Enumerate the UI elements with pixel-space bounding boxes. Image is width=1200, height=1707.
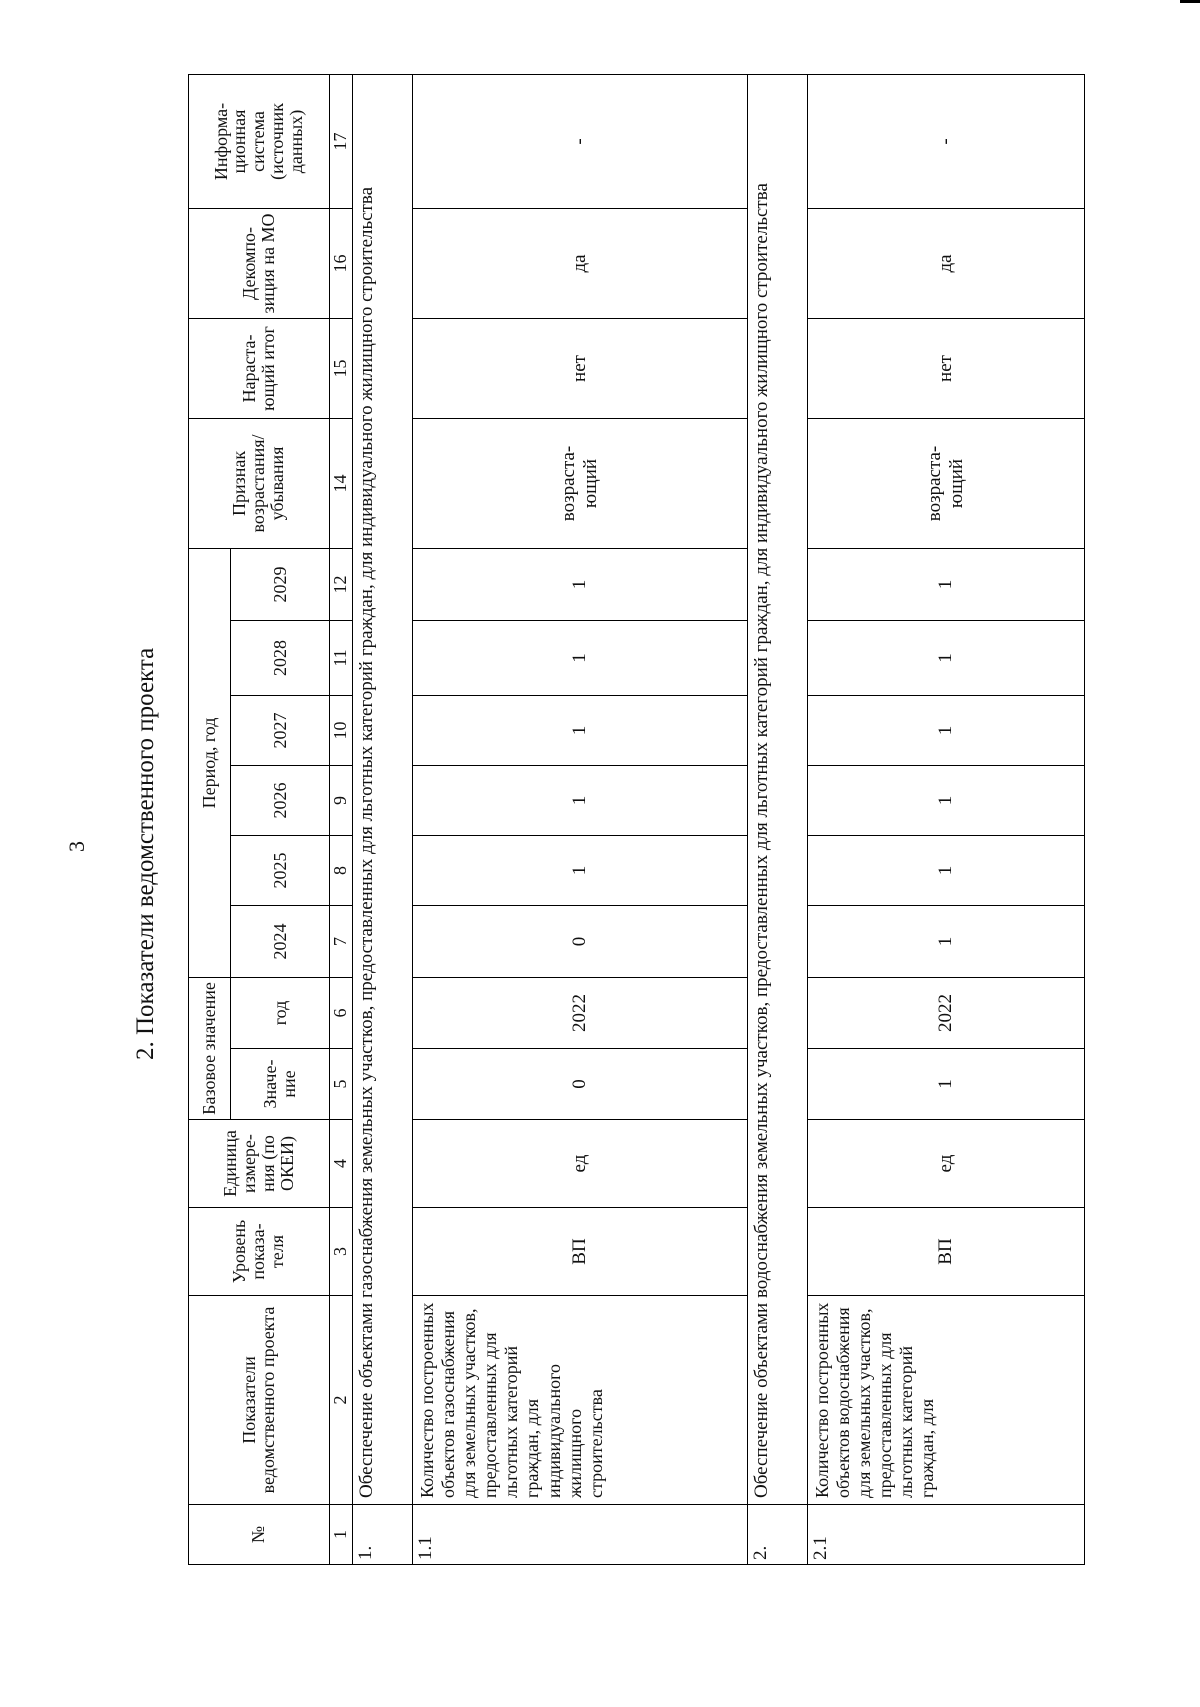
group-title-row xyxy=(353,74,413,1564)
section-title: 2. Показатели ведомственного проекта xyxy=(132,647,159,1060)
column-number: 17 xyxy=(329,74,353,208)
group-number: 1. xyxy=(353,1505,413,1565)
year-value: 1 xyxy=(808,695,1085,765)
table-row xyxy=(413,74,748,1564)
group-title: Обеспечение объектами газоснабжения земельных участков, предоставленных для льготных категорий граждан, для индивидуального жилищного строительства xyxy=(353,74,413,1504)
indicator-name: Количество построенных объектов водоснабжения для земельных участков, предоставленных для льготных категорий граждан, для xyxy=(808,1296,1085,1505)
header-trend: Признак возрастания/ убывания xyxy=(189,418,330,548)
group-number: 2. xyxy=(748,1505,808,1565)
column-number: 4 xyxy=(329,1120,353,1208)
group-title: Обеспечение объектами водоснабжения земельных участков, предоставленных для льготных категорий граждан, для индивидуального жилищного строительства xyxy=(748,74,808,1504)
header-row-top xyxy=(189,74,231,1564)
trend-value: возраста-ющий xyxy=(413,418,748,548)
header-year: 2024 xyxy=(231,905,329,977)
year-value: 1 xyxy=(413,835,748,905)
cumulative-value: нет xyxy=(413,318,748,418)
year-value: 1 xyxy=(808,548,1085,620)
header-level: Уровень показа-теля xyxy=(189,1208,330,1296)
header-year: 2027 xyxy=(231,695,329,765)
header-decomposition: Декомпо-зиция на МО xyxy=(189,208,330,318)
header-base-value: Значе-ние xyxy=(231,1049,329,1120)
year-value: 1 xyxy=(413,695,748,765)
year-value: 1 xyxy=(413,548,748,620)
base-value: 1 xyxy=(808,1049,1085,1120)
info-system-value: - xyxy=(413,74,748,208)
year-value: 0 xyxy=(413,905,748,977)
base-year: 2022 xyxy=(808,977,1085,1048)
base-year: 2022 xyxy=(413,977,748,1048)
header-no: № xyxy=(189,1505,330,1565)
year-value: 1 xyxy=(808,835,1085,905)
scan-edge-mark xyxy=(1180,0,1200,3)
column-number: 7 xyxy=(329,905,353,977)
table-row xyxy=(808,74,1085,1564)
header-year: 2028 xyxy=(231,620,329,695)
trend-value: возраста-ющий xyxy=(808,418,1085,548)
indicator-name: Количество построенных объектов газоснабжения для земельных участков, предоставленных для льготных категорий граждан, для индивидуального жилищного строительства xyxy=(413,1296,748,1505)
year-value: 1 xyxy=(413,765,748,835)
column-number: 8 xyxy=(329,835,353,905)
page-number: 3 xyxy=(64,841,89,852)
header-base-year: год xyxy=(231,977,329,1048)
column-number: 16 xyxy=(329,208,353,318)
column-number: 12 xyxy=(329,548,353,620)
header-period: Период, год xyxy=(189,548,231,977)
header-indicator: Показатели ведомственного проекта xyxy=(189,1296,330,1505)
header-year: 2025 xyxy=(231,835,329,905)
column-number: 3 xyxy=(329,1208,353,1296)
indicator-level: ВП xyxy=(413,1208,748,1296)
indicator-unit: ед xyxy=(808,1120,1085,1208)
column-number: 1 xyxy=(329,1505,353,1565)
column-number: 11 xyxy=(329,620,353,695)
decomposition-value: да xyxy=(413,208,748,318)
indicator-level: ВП xyxy=(808,1208,1085,1296)
column-number: 6 xyxy=(329,977,353,1048)
row-number: 2.1 xyxy=(808,1505,1085,1565)
header-info-system: Информа-ционная система (источник данных) xyxy=(189,74,330,208)
year-value: 1 xyxy=(808,905,1085,977)
header-year: 2026 xyxy=(231,765,329,835)
column-number: 5 xyxy=(329,1049,353,1120)
column-number: 10 xyxy=(329,695,353,765)
column-number: 2 xyxy=(329,1296,353,1505)
column-number: 9 xyxy=(329,765,353,835)
decomposition-value: да xyxy=(808,208,1085,318)
rotated-table-wrapper xyxy=(188,75,1085,1565)
cumulative-value: нет xyxy=(808,318,1085,418)
header-unit: Единица измере-ния (по ОКЕИ) xyxy=(189,1120,330,1208)
info-system-value: - xyxy=(808,74,1085,208)
column-number-row xyxy=(329,74,353,1564)
year-value: 1 xyxy=(413,620,748,695)
year-value: 1 xyxy=(808,620,1085,695)
indicator-unit: ед xyxy=(413,1120,748,1208)
row-number: 1.1 xyxy=(413,1505,748,1565)
year-value: 1 xyxy=(808,765,1085,835)
indicators-table xyxy=(188,74,1085,1565)
base-value: 0 xyxy=(413,1049,748,1120)
header-cumulative: Нараста-ющий итог xyxy=(189,318,330,418)
header-year: 2029 xyxy=(231,548,329,620)
column-number: 15 xyxy=(329,318,353,418)
column-number: 14 xyxy=(329,418,353,548)
header-base: Базовое значение xyxy=(189,977,231,1119)
group-title-row xyxy=(748,74,808,1564)
